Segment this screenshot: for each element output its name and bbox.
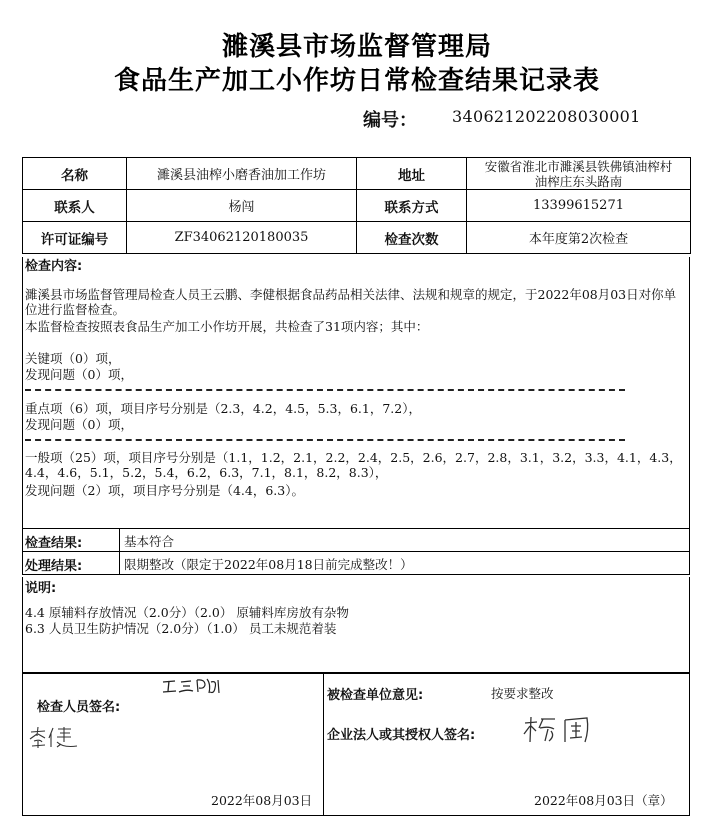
inspection-count-label: 检查次数 <box>357 222 467 254</box>
notes-label: 说明: <box>25 581 57 596</box>
unit-date-seal: 2022年08月03日（章） <box>534 793 673 808</box>
page-title: 濉溪县市场监督管理局 <box>221 32 492 62</box>
key-issues: 发现问题（0）项， <box>25 367 133 382</box>
result-value: 基本符合 <box>124 534 175 549</box>
phone-value: 13399615271 <box>467 190 691 222</box>
inspection-content-label: 检查内容: <box>25 259 83 274</box>
divider-1 <box>25 389 625 391</box>
general-items: 一般项（25）项，项目序号分别是（1.1，1.2，2.1，2.2，2.4，2.5，2.6，2.7，2.8，3.1，3.2，3.3，4.1，4.3，4.4，4.6，5.1，5.2，5.4，6.2，6.3，7.1，8.1，8.2，8.3）， <box>25 450 682 481</box>
general-issues: 发现问题（2）项，项目序号分别是（4.4，6.3）。 <box>25 483 304 498</box>
info-row-name <box>23 158 691 190</box>
result-label-cell <box>23 529 120 551</box>
license-label: 许可证编号 <box>23 222 127 254</box>
address-value <box>467 158 691 190</box>
name-value: 濉溪县油榨小磨香油加工作坊 <box>127 158 357 190</box>
inspector-signature-2 <box>27 724 89 750</box>
major-issues: 发现问题（0）项， <box>25 417 133 432</box>
handling-label: 处理结果: <box>25 559 83 574</box>
opinion-value: 按要求整改 <box>491 686 554 701</box>
inspection-content-section <box>22 257 690 529</box>
info-row-contact <box>23 190 691 222</box>
page-subtitle: 食品生产加工小作坊日常检查结果记录表 <box>113 66 600 96</box>
inspector-signature-1 <box>161 676 233 698</box>
legal-signature-label: 企业法人或其授权人签名: <box>327 728 476 743</box>
note-line-1: 4.4 原辅料存放情况（2.0分）（2.0） 原辅料库房放有杂物 <box>25 605 349 620</box>
signature-divider <box>323 674 324 815</box>
handling-row <box>22 552 690 575</box>
inspector-date: 2022年08月03日 <box>211 793 313 808</box>
info-row-license <box>23 222 691 254</box>
record-number-label: 编号： <box>363 110 417 131</box>
result-row <box>22 529 690 552</box>
major-items: 重点项（6）项，项目序号分别是（2.3，4.2，4.5，5.3，6.1，7.2）， <box>25 401 421 416</box>
info-table <box>22 157 691 254</box>
notes-section <box>22 577 690 673</box>
license-value: ZF34062120180035 <box>127 222 357 254</box>
address-label: 地址 <box>357 158 467 190</box>
key-items: 关键项（0）项， <box>25 351 121 366</box>
divider-2 <box>25 439 625 441</box>
note-line-2: 6.3 人员卫生防护情况（2.0分）（1.0） 员工未规范着装 <box>25 621 337 636</box>
result-label: 检查结果: <box>25 536 83 551</box>
inspection-summary: 本监督检查按照表食品生产加工小作坊开展，共检查了31项内容；其中： <box>25 319 429 334</box>
contact-value: 杨闯 <box>127 190 357 222</box>
inspection-count-value: 本年度第2次检查 <box>467 222 691 254</box>
signature-section <box>22 673 690 816</box>
legal-signature <box>521 714 603 744</box>
phone-label: 联系方式 <box>357 190 467 222</box>
name-label: 名称 <box>23 158 127 190</box>
record-number-value: 340621202208030001 <box>452 107 641 126</box>
contact-label: 联系人 <box>23 190 127 222</box>
address-line-1: 安徽省淮北市濉溪县铁佛镇油榨村 <box>484 158 673 174</box>
handling-value: 限期整改（限定于2022年08月18日前完成整改！） <box>124 557 413 572</box>
inspector-signature-label: 检查人员签名: <box>37 700 121 715</box>
handling-label-cell <box>23 552 120 574</box>
opinion-label: 被检查单位意见: <box>327 688 424 703</box>
inspection-intro: 濉溪县市场监督管理局检查人员王云鹏、李健根据食品药品相关法律、法规和规章的规定，于2022年08月03日对你单位进行监督检查。 <box>25 287 677 318</box>
address-line-2: 油榨庄东头路南 <box>534 173 623 189</box>
